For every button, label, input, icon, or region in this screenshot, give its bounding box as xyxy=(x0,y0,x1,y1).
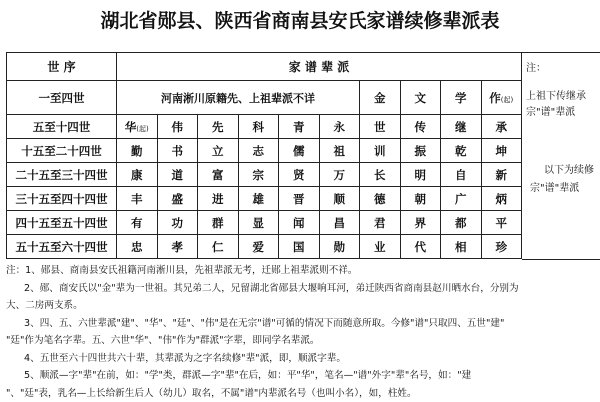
zipai-cell xyxy=(279,235,320,259)
table-row xyxy=(7,139,522,163)
zipai-char: 自 xyxy=(455,168,467,182)
zipai-char: 华 xyxy=(125,120,137,134)
zipai-char: 永 xyxy=(334,120,346,134)
zipai-char: 相 xyxy=(455,240,467,254)
generation-cell: 一至四世 xyxy=(7,81,117,115)
zipai-char: 训 xyxy=(374,144,386,158)
zipai-cell xyxy=(198,115,239,139)
zipai-char: 雄 xyxy=(253,192,265,206)
zipai-char: 炳 xyxy=(496,192,508,206)
zipai-char: 仁 xyxy=(212,240,224,254)
zipai-cell xyxy=(238,235,279,259)
zipai-char: 贤 xyxy=(293,168,305,182)
note-line: 2、郧、商安氏以"金"辈为一世祖。其兄弟二人，兄留湖北省郧县大堰响耳河，弟迁陕西省商南县赵川晒水台，分别为 xyxy=(6,280,600,298)
zipai-char: 代 xyxy=(415,240,427,254)
zipai-char: 儒 xyxy=(293,144,305,158)
zipai-char: 国 xyxy=(293,240,305,254)
zipai-cell xyxy=(157,211,198,235)
zipai-char: 有 xyxy=(131,216,143,230)
zipai-char: 长 xyxy=(374,168,386,182)
zipai-cell xyxy=(360,139,401,163)
table-row xyxy=(7,187,522,211)
zipai-char: 科 xyxy=(253,120,265,134)
zipai-char: 德 xyxy=(374,192,386,206)
zipai-char: 闻 xyxy=(293,216,305,230)
zipai-char: 勤 xyxy=(131,144,143,158)
generation-cell: 五十五至六十四世 xyxy=(7,235,117,259)
zipai-cell xyxy=(238,187,279,211)
side-note-label: 注： xyxy=(526,59,546,74)
side-note-text: 宗"谱"辈派 xyxy=(530,179,579,194)
zipai-cell xyxy=(441,187,482,211)
zipai-cell xyxy=(481,235,522,259)
zipai-char: 作 xyxy=(489,91,501,105)
zipai-cell xyxy=(238,211,279,235)
generation-table xyxy=(6,52,522,259)
zipai-cell xyxy=(319,187,360,211)
zipai-char: 朝 xyxy=(415,192,427,206)
zipai-char: 明 xyxy=(415,168,427,182)
zipai-cell xyxy=(400,163,441,187)
zipai-cell xyxy=(198,139,239,163)
zipai-cell xyxy=(279,115,320,139)
zipai-cell xyxy=(238,163,279,187)
zipai-char: 立 xyxy=(212,144,224,158)
header-zipai: 家 谱 辈 派 xyxy=(117,53,522,81)
zipai-char: 道 xyxy=(172,168,184,182)
zipai-cell xyxy=(198,235,239,259)
zipai-cell: 文 xyxy=(400,81,441,115)
zipai-char: 勋 xyxy=(334,240,346,254)
zipai-cell xyxy=(400,115,441,139)
table-header-row xyxy=(7,53,522,81)
zipai-cell: 学 xyxy=(441,81,482,115)
zipai-cell: 金 xyxy=(360,81,401,115)
zipai-char: 孝 xyxy=(172,240,184,254)
zipai-char: 忠 xyxy=(131,240,143,254)
zipai-cell xyxy=(279,163,320,187)
note-line: 注：1、郧县、商南县安氏祖籍河南淅川县，先祖辈派无考，迁郧上祖辈派则不祥。 xyxy=(6,262,600,280)
zipai-char: 新 xyxy=(496,168,508,182)
document-title: 湖北省郧县、陕西省商南县安氏家谱续修辈派表 xyxy=(0,8,600,34)
zipai-cell xyxy=(117,211,158,235)
zipai-cell xyxy=(441,139,482,163)
table-row xyxy=(7,115,522,139)
note-line: 3、四、五、六世辈派"建"、"华"、"廷"、"伟"是在无宗"谱"可循的情况下而随意所取。今修"谱"只取四、五世"建" xyxy=(6,315,600,333)
zipai-char: 世 xyxy=(374,120,386,134)
note-line: 5、顺派—字"辈"在前，如："学"类，群派—字"辈"在后，如：平"华"，笔名—"谱"外字"辈"名号，如："建 xyxy=(6,367,600,385)
table-row xyxy=(7,211,522,235)
zipai-char: 伟 xyxy=(172,120,184,134)
zipai-cell xyxy=(238,115,279,139)
zipai-char: 先 xyxy=(212,120,224,134)
zipai-char: 丰 xyxy=(131,192,143,206)
zipai-cell xyxy=(198,187,239,211)
zipai-cell xyxy=(481,211,522,235)
zipai-cell xyxy=(157,115,198,139)
zipai-char: 乾 xyxy=(455,144,467,158)
zipai-cell xyxy=(117,115,158,139)
zipai-char: 君 xyxy=(374,216,386,230)
zipai-cell xyxy=(481,163,522,187)
zipai-small-mark: (起) xyxy=(501,96,513,104)
zipai-char: 青 xyxy=(293,120,305,134)
zipai-small-mark: (起) xyxy=(136,125,148,133)
zipai-char: 盛 xyxy=(172,192,184,206)
zipai-cell xyxy=(319,115,360,139)
zipai-cell xyxy=(481,187,522,211)
zipai-cell xyxy=(319,163,360,187)
zipai-char: 都 xyxy=(455,216,467,230)
zipai-cell xyxy=(117,235,158,259)
generation-cell: 二十五至三十四世 xyxy=(7,163,117,187)
zipai-cell xyxy=(441,163,482,187)
zipai-cell xyxy=(360,211,401,235)
zipai-cell xyxy=(319,235,360,259)
zipai-char: 业 xyxy=(374,240,386,254)
note-line: 4、五世至六十四世共六十辈，其辈派为之字名续修"辈"派，即，顺派字辈。 xyxy=(6,350,600,368)
zipai-cell xyxy=(481,139,522,163)
generation-cell: 五至十四世 xyxy=(7,115,117,139)
note-line: "、"廷"表，乳名—上长给新生后人（幼儿）取名，不属"谱"内辈派名号（也叫小名），如，柱姓。 xyxy=(6,385,600,402)
side-note-text: 上祖下传继承 xyxy=(526,87,586,102)
zipai-cell xyxy=(441,115,482,139)
zipai-cell xyxy=(279,211,320,235)
zipai-cell xyxy=(198,163,239,187)
zipai-char: 珍 xyxy=(496,240,508,254)
generation-cell: 四十五至五十四世 xyxy=(7,211,117,235)
zipai-cell xyxy=(400,235,441,259)
ancestor-note-cell: 河南淅川原籍先、上祖辈派不详 xyxy=(117,81,360,115)
zipai-cell xyxy=(360,163,401,187)
zipai-cell xyxy=(117,187,158,211)
side-note-text: 以下为续修 xyxy=(544,161,594,176)
zipai-char: 康 xyxy=(131,168,143,182)
zipai-cell xyxy=(319,139,360,163)
zipai-cell xyxy=(360,235,401,259)
zipai-char: 志 xyxy=(253,144,265,158)
zipai-char: 万 xyxy=(334,168,346,182)
zipai-char: 富 xyxy=(212,168,224,182)
table-row xyxy=(7,235,522,259)
zipai-cell xyxy=(400,187,441,211)
zipai-char: 承 xyxy=(496,120,508,134)
zipai-char: 宗 xyxy=(253,168,265,182)
zipai-cell xyxy=(157,163,198,187)
note-line: "廷"作为笔名字辈。五、六世"华"、"伟"作为"群派"字辈，即同学名辈派。 xyxy=(6,332,600,350)
notes-section xyxy=(6,262,600,402)
zipai-cell xyxy=(481,115,522,139)
zipai-cell xyxy=(238,139,279,163)
zipai-char: 群 xyxy=(212,216,224,230)
zipai-cell xyxy=(279,187,320,211)
zipai-char: 昌 xyxy=(334,216,346,230)
generation-cell: 十五至二十四世 xyxy=(7,139,117,163)
generation-cell: 三十五至四十四世 xyxy=(7,187,117,211)
zipai-cell xyxy=(400,139,441,163)
zipai-char: 进 xyxy=(212,192,224,206)
zipai-cell xyxy=(117,139,158,163)
zipai-char: 功 xyxy=(172,216,184,230)
zipai-char: 广 xyxy=(455,192,467,206)
zipai-char: 顺 xyxy=(334,192,346,206)
zipai-cell xyxy=(400,211,441,235)
table-row xyxy=(7,163,522,187)
zipai-cell xyxy=(157,139,198,163)
zipai-char: 祖 xyxy=(334,144,346,158)
zipai-char: 显 xyxy=(253,216,265,230)
zipai-char: 书 xyxy=(172,144,184,158)
zipai-char: 爱 xyxy=(253,240,265,254)
header-generation: 世 序 xyxy=(7,53,117,81)
zipai-char: 平 xyxy=(496,216,508,230)
zipai-cell xyxy=(360,115,401,139)
zipai-cell xyxy=(441,211,482,235)
zipai-cell xyxy=(360,187,401,211)
side-note-panel xyxy=(522,52,600,260)
zipai-cell xyxy=(157,235,198,259)
zipai-cell xyxy=(279,139,320,163)
zipai-char: 振 xyxy=(415,144,427,158)
zipai-cell xyxy=(198,211,239,235)
zipai-char: 继 xyxy=(455,120,467,134)
zipai-char: 晋 xyxy=(293,192,305,206)
side-note-text: 宗"谱"辈派 xyxy=(526,103,575,118)
zipai-cell xyxy=(441,235,482,259)
zipai-cell xyxy=(481,81,522,115)
table-row xyxy=(7,81,522,115)
zipai-char: 传 xyxy=(415,120,427,134)
zipai-cell xyxy=(117,163,158,187)
zipai-cell xyxy=(157,187,198,211)
zipai-char: 界 xyxy=(415,216,427,230)
zipai-char: 坤 xyxy=(496,144,508,158)
zipai-cell xyxy=(319,211,360,235)
note-line: 大、二房两支系。 xyxy=(6,297,600,315)
